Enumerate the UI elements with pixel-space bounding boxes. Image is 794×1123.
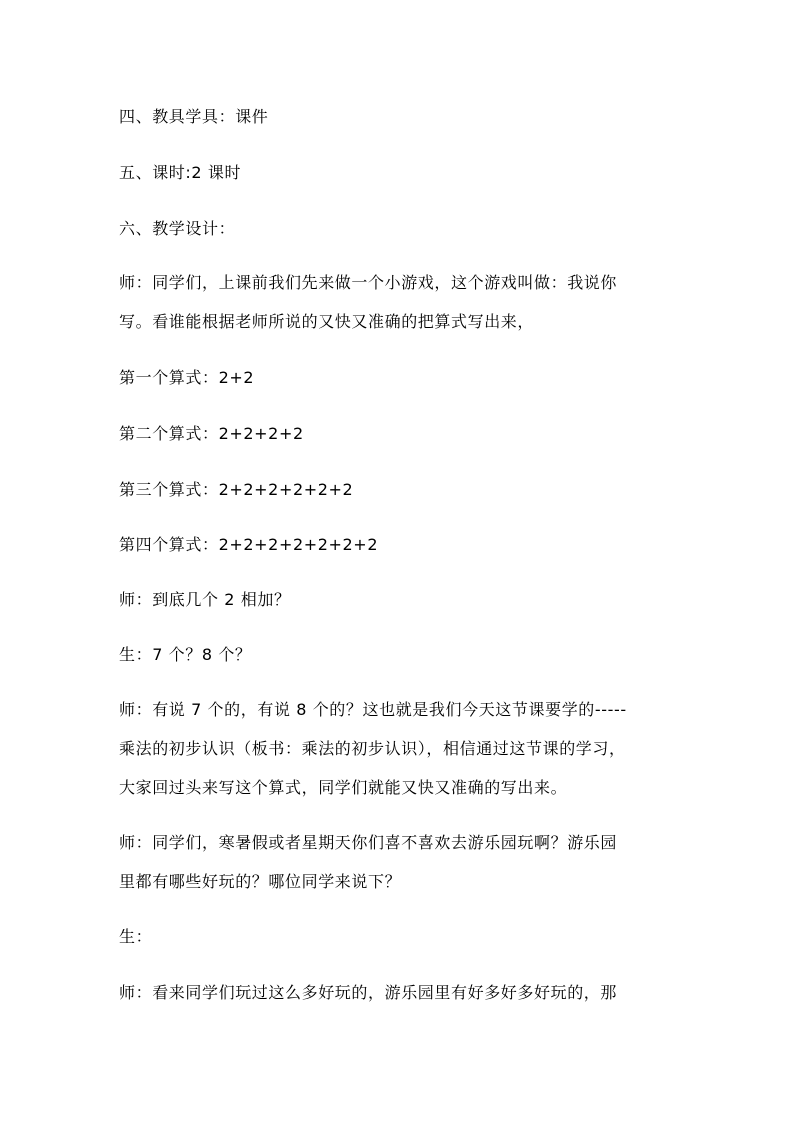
text-line-teacher-park-1: 师：同学们，寒暑假或者星期天你们喜不喜欢去游乐园玩啊？游乐园 [119,833,618,852]
text-line-teacher-question: 师：到底几个 2 相加？ [119,590,291,609]
text-line-formula-4: 第四个算式：2+2+2+2+2+2+2 [119,535,379,554]
text-line-class-hours: 五、课时:2 课时 [119,163,242,182]
text-line-formula-3: 第三个算式：2+2+2+2+2+2 [119,480,354,499]
text-line-formula-2: 第二个算式：2+2+2+2 [119,424,304,443]
text-line-teacher-summary: 师：看来同学们玩过这么多好玩的，游乐园里有好多好多好玩的，那 [119,983,618,1002]
text-line-teacher-lesson-1: 师：有说 7 个的，有说 8 个的？这也就是我们今天这节课要学的----- [119,700,627,719]
text-line-teaching-design: 六、教学设计： [119,219,236,238]
text-line-formula-1: 第一个算式：2+2 [119,368,255,387]
text-line-student-blank: 生： [119,927,153,946]
text-line-teacher-lesson-2: 乘法的初步认识（板书：乘法的初步认识），相信通过这节课的学习， [119,739,626,758]
text-line-teacher-intro-1: 师：同学们，上课前我们先来做一个小游戏，这个游戏叫做：我说你 [119,273,618,292]
text-line-student-answer: 生：7 个？8 个？ [119,645,252,664]
text-line-teaching-aids: 四、教具学具：课件 [119,107,269,126]
text-line-teacher-lesson-3: 大家回过头来写这个算式，同学们就能又快又准确的写出来。 [119,778,568,797]
text-line-teacher-park-2: 里都有哪些好玩的？哪位同学来说下？ [119,872,402,891]
text-line-teacher-intro-2: 写。看谁能根据老师所说的又快又准确的把算式写出来， [119,312,535,331]
